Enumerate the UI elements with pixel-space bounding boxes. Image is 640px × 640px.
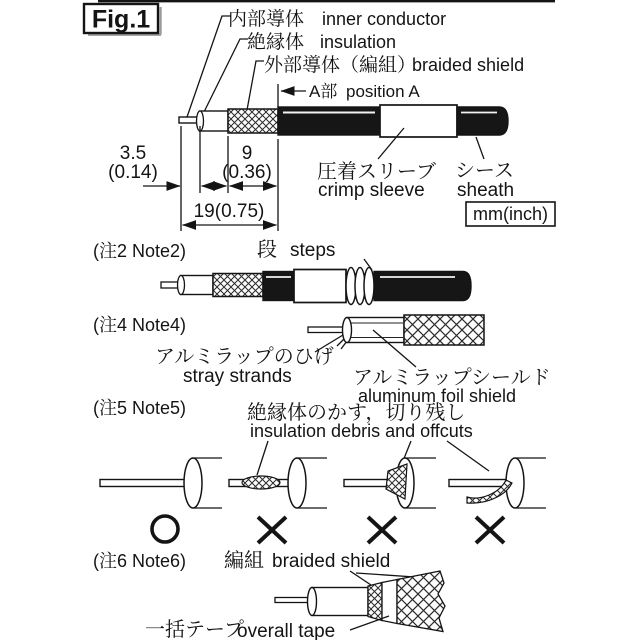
example-debris-on-wire [229, 458, 327, 508]
stray-strands-label-en: stray strands [183, 366, 292, 387]
note6-label: (注6 Note6) [93, 551, 187, 571]
leader-debris-3 [447, 441, 489, 471]
braided-shield-segment [404, 315, 484, 345]
inner-conductor-wire [308, 327, 346, 333]
cross-mark [476, 517, 504, 543]
figure-title: Fig.1 [91, 5, 151, 34]
leader-debris-1 [257, 441, 268, 475]
debris-label-jp: 絶縁体のかす，切り残し [247, 402, 466, 424]
braid-label-jp: 編組 [224, 550, 264, 572]
dimension-annotations [108, 126, 278, 231]
insulation-label-jp: 絶縁体 [247, 32, 305, 53]
figure-title-box [84, 4, 161, 35]
sheath-segment [374, 272, 471, 301]
inner-conductor-label-jp: 内部導体 [228, 9, 305, 30]
position-a-label-en: position A [346, 82, 420, 101]
crimp-sleeve-label-jp: 圧着スリーブ [317, 161, 436, 183]
sleeve-step-ring [364, 268, 374, 305]
foil-shield-label-en: aluminum foil shield [358, 386, 517, 406]
insulation-segment [181, 276, 214, 295]
braided-shield-segment [228, 109, 278, 133]
steps-label-en: steps [290, 240, 336, 261]
insulation-segment [312, 588, 368, 616]
note6-section [93, 549, 445, 640]
main-cable-drawing [179, 105, 508, 137]
tape-label-jp: 一括テープ [145, 619, 244, 640]
debris-wedge [386, 464, 407, 499]
sheath-segment [457, 107, 508, 135]
insulation-face [288, 458, 306, 508]
braid-label-en: braided shield [272, 551, 391, 572]
example-offcut [449, 458, 546, 508]
sheath-label-en: sheath [457, 180, 515, 201]
leader-overall-tape [350, 616, 389, 630]
foil-shield-segment [347, 318, 404, 343]
debris-blob [242, 476, 280, 489]
dim-wire-inch: (0.14) [108, 162, 158, 183]
note5-section [93, 398, 546, 543]
braided-shield-label-en: braided shield [412, 55, 525, 75]
braided-shield-segment [213, 274, 263, 297]
dim-total: 19(0.75) [193, 201, 265, 222]
crimp-sleeve-segment [380, 105, 457, 137]
leader-braided-shield [247, 61, 264, 110]
tape-label-en: overall tape [237, 621, 336, 640]
debris-label-en: insulation debris and offcuts [250, 421, 473, 441]
sheath-label-jp: シース [455, 160, 514, 182]
example-good [100, 458, 222, 508]
overall-tape-band [382, 580, 397, 624]
note2-label: (注2 Note2) [93, 241, 187, 261]
cable-body-segment [278, 107, 380, 135]
flared-braid-cone [397, 571, 445, 632]
cable-body-segment [263, 272, 294, 301]
braid-band [368, 583, 382, 621]
position-a-callout [278, 82, 420, 107]
position-a-label-jp: A部 [309, 82, 338, 101]
crimp-sleeve-segment [294, 270, 346, 303]
leader-sheath [476, 137, 484, 159]
inner-conductor-wire [100, 480, 193, 487]
insulation-label-en: insulation [320, 32, 397, 52]
foil-shield-label-jp: アルミラップシールド [353, 367, 551, 389]
note5-label: (注5 Note5) [93, 398, 187, 418]
inner-conductor-label-en: inner conductor [322, 9, 447, 29]
dim-wire-mm: 3.5 [119, 143, 147, 164]
dim-braid-mm: 9 [241, 143, 253, 164]
main-part-labels [317, 128, 555, 226]
crimp-sleeve-label-en: crimp sleeve [318, 180, 425, 201]
steps-label-jp: 段 [257, 239, 277, 261]
note2-section [93, 238, 471, 305]
braided-shield-label-jp: 外部導体（編組） [264, 55, 417, 76]
inner-conductor-wire [275, 598, 310, 603]
stray-strands-label-jp: アルミラップのひげ [155, 346, 334, 368]
example-debris-at-face [344, 458, 436, 508]
dim-braid-inch: (0.36) [222, 162, 272, 183]
cross-mark [368, 517, 396, 543]
ok-circle-mark [152, 516, 178, 542]
note4-label: (注4 Note4) [93, 315, 187, 335]
note4-section [93, 315, 551, 406]
units-label: mm(inch) [473, 204, 548, 224]
insulation-face [184, 458, 202, 508]
note2-cable-drawing [161, 268, 471, 305]
stray-strand [337, 339, 344, 346]
note4-cable-drawing [308, 315, 484, 349]
cross-mark [258, 517, 286, 543]
